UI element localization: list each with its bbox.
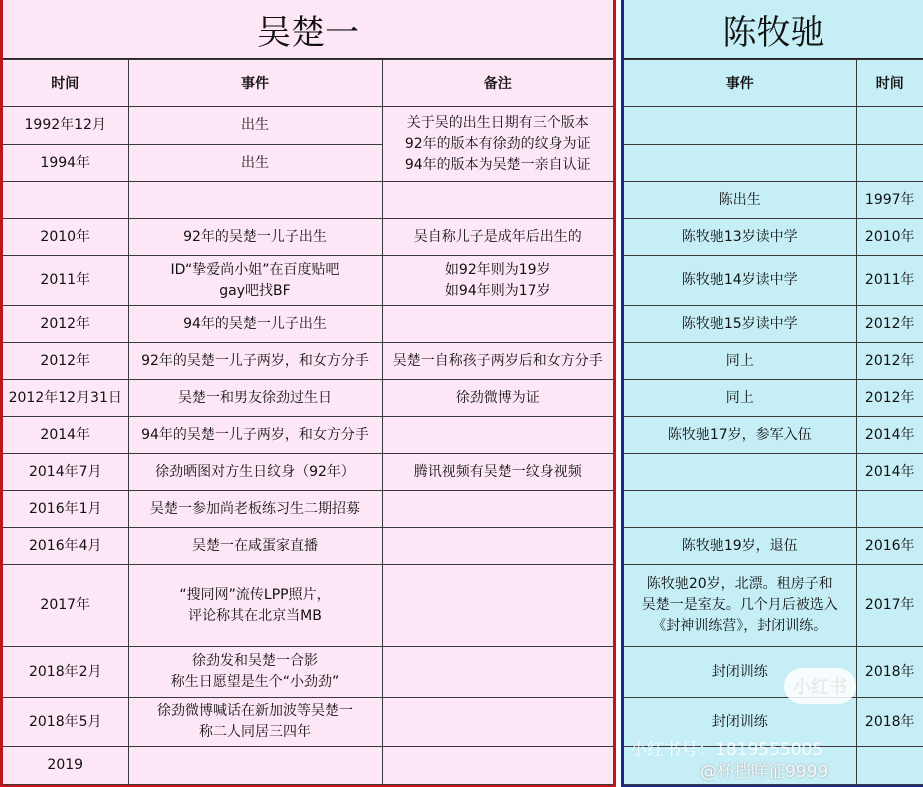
time-cell: 2011年 (856, 256, 923, 306)
time-cell: 2012年 (856, 306, 923, 343)
event-cell (128, 182, 382, 219)
note-cell (382, 698, 613, 747)
xiaohongshu-logo: 小红书 (784, 668, 856, 704)
table-row (624, 528, 923, 565)
table-row (624, 343, 923, 380)
wu-chuyi-table (3, 59, 613, 785)
event-cell: 陈牧驰19岁，退伍 (624, 528, 856, 565)
table-row (3, 528, 613, 565)
table-row (3, 565, 613, 647)
header-row (624, 60, 923, 107)
event-cell-line: 吴楚一是室友。几个月后被选入 (641, 597, 838, 613)
time-cell: 2018年5月 (3, 698, 128, 747)
note-cell-line: 关于吴的出生日期有三个版本 (406, 114, 589, 131)
table-row (624, 219, 923, 256)
event-cell: 94年的吴楚一儿子两岁，和女方分手 (128, 417, 382, 454)
event-cell-line: “搜同网”流传LPP照片， (179, 586, 331, 603)
table-row (624, 454, 923, 491)
chen-muchi-title: 陈牧驰 (624, 0, 923, 59)
time-cell: 2016年 (856, 528, 923, 565)
event-cell (128, 698, 382, 747)
table-row (3, 417, 613, 454)
table-row (3, 219, 613, 256)
event-cell: 封闭训练 (624, 647, 856, 698)
event-cell: 同上 (624, 343, 856, 380)
time-cell: 2016年4月 (3, 528, 128, 565)
note-cell (382, 417, 613, 454)
table-row (624, 417, 923, 454)
header-time: 时间 (3, 60, 128, 107)
chen-muchi-table (624, 59, 923, 785)
event-cell (624, 565, 856, 647)
time-cell: 2014年 (856, 454, 923, 491)
table-row (3, 306, 613, 343)
note-cell (382, 256, 613, 306)
event-cell-line: 评论称其在北京当MB (188, 607, 322, 624)
event-cell: 出生 (128, 107, 382, 145)
header-row (3, 60, 613, 107)
time-cell: 2018年2月 (3, 647, 128, 698)
note-cell (382, 647, 613, 698)
time-cell: 2012年12月31日 (3, 380, 128, 417)
note-cell (382, 306, 613, 343)
event-cell (624, 145, 856, 182)
event-cell: 封闭训练 (624, 698, 856, 747)
table-row (624, 145, 923, 182)
event-cell: 94年的吴楚一儿子出生 (128, 306, 382, 343)
header-note: 备注 (382, 60, 613, 107)
note-cell-line: 如92年则为19岁 (444, 261, 551, 278)
note-cell (382, 747, 613, 785)
time-cell: 2012年 (856, 380, 923, 417)
header-time: 时间 (856, 60, 923, 107)
table-row (624, 256, 923, 306)
time-cell: 2019 (3, 747, 128, 785)
note-cell: 徐劲微博为证 (382, 380, 613, 417)
table-row (624, 491, 923, 528)
event-cell-line: 称二人同居三四年 (199, 724, 311, 740)
time-cell: 2012年 (3, 343, 128, 380)
event-cell-line: 称生日愿望是生个“小劲劲” (170, 674, 340, 690)
time-cell: 1994年 (3, 145, 128, 182)
table-row (3, 698, 613, 747)
event-cell (128, 747, 382, 785)
table-row (3, 107, 613, 145)
weibo-watermark: @杯挡咩征9999 (700, 762, 829, 782)
note-cell (382, 107, 613, 182)
note-cell (382, 182, 613, 219)
note-cell (382, 528, 613, 565)
event-cell: 徐劲晒图对方生日纹身（92年） (128, 454, 382, 491)
table-row (624, 647, 923, 698)
table-row (624, 380, 923, 417)
event-cell-line: ID“挚爱尚小姐”在百度贴吧 (170, 261, 340, 278)
note-cell-line: 94年的版本为吴楚一亲自认证 (404, 156, 591, 173)
time-cell (3, 182, 128, 219)
table-row (624, 107, 923, 145)
time-cell (856, 747, 923, 785)
event-cell: 92年的吴楚一儿子两岁，和女方分手 (128, 343, 382, 380)
table-row (624, 306, 923, 343)
time-cell: 2016年1月 (3, 491, 128, 528)
note-cell: 腾讯视频有吴楚一纹身视频 (382, 454, 613, 491)
time-cell: 2014年7月 (3, 454, 128, 491)
time-cell (856, 491, 923, 528)
event-cell: 陈出生 (624, 182, 856, 219)
time-cell: 2012年 (3, 306, 128, 343)
time-cell: 2010年 (856, 219, 923, 256)
note-cell (382, 491, 613, 528)
time-cell: 2018年 (856, 647, 923, 698)
time-cell (856, 107, 923, 145)
event-cell (128, 256, 382, 306)
xiaohongshu-id-watermark: 小红书号：1819555005 (630, 740, 824, 760)
event-cell-line: gay吧找BF (219, 282, 291, 299)
time-cell: 1992年12月 (3, 107, 128, 145)
table-row (3, 380, 613, 417)
event-cell-line: 徐劲发和吴楚一合影 (192, 653, 318, 669)
time-cell: 2012年 (856, 343, 923, 380)
wu-chuyi-title: 吴楚一 (3, 0, 613, 59)
table-row (624, 182, 923, 219)
event-cell (624, 107, 856, 145)
table-row (3, 343, 613, 380)
event-cell-line: 徐劲微博喊话在新加波等吴楚一 (157, 703, 353, 719)
time-cell: 2014年 (856, 417, 923, 454)
note-cell (382, 565, 613, 647)
time-cell: 2018年 (856, 698, 923, 747)
table-row (3, 491, 613, 528)
event-cell: 吴楚一在咸蛋家直播 (128, 528, 382, 565)
time-cell: 1997年 (856, 182, 923, 219)
event-cell: 陈牧驰17岁，参军入伍 (624, 417, 856, 454)
note-cell-line: 92年的版本有徐劲的纹身为证 (404, 135, 591, 152)
table-row (3, 256, 613, 306)
table-row (624, 565, 923, 647)
event-cell (624, 454, 856, 491)
table-row (3, 647, 613, 698)
event-cell-line: 《封神训练营》，封闭训练。 (652, 618, 828, 634)
event-cell: 吴楚一和男友徐劲过生日 (128, 380, 382, 417)
event-cell: 陈牧驰15岁读中学 (624, 306, 856, 343)
time-cell (856, 145, 923, 182)
event-cell: 出生 (128, 145, 382, 182)
time-cell: 2017年 (3, 565, 128, 647)
table-row (3, 747, 613, 785)
event-cell-line: 陈牧驰20岁，北漂。租房子和 (646, 576, 833, 592)
event-cell: 吴楚一参加尚老板练习生二期招募 (128, 491, 382, 528)
time-cell: 2010年 (3, 219, 128, 256)
time-cell: 2014年 (3, 417, 128, 454)
event-cell: 陈牧驰13岁读中学 (624, 219, 856, 256)
header-event: 事件 (128, 60, 382, 107)
event-cell (624, 491, 856, 528)
time-cell: 2017年 (856, 565, 923, 647)
note-cell: 吴自称儿子是成年后出生的 (382, 219, 613, 256)
header-event: 事件 (624, 60, 856, 107)
table-row (3, 182, 613, 219)
event-cell: 陈牧驰14岁读中学 (624, 256, 856, 306)
event-cell: 同上 (624, 380, 856, 417)
note-cell-line: 如94年则为17岁 (444, 282, 551, 299)
event-cell (128, 565, 382, 647)
note-cell: 吴楚一自称孩子两岁后和女方分手 (382, 343, 613, 380)
event-cell: 92年的吴楚一儿子出生 (128, 219, 382, 256)
event-cell (128, 647, 382, 698)
table-row (3, 454, 613, 491)
chen-muchi-panel (621, 0, 923, 787)
time-cell: 2011年 (3, 256, 128, 306)
